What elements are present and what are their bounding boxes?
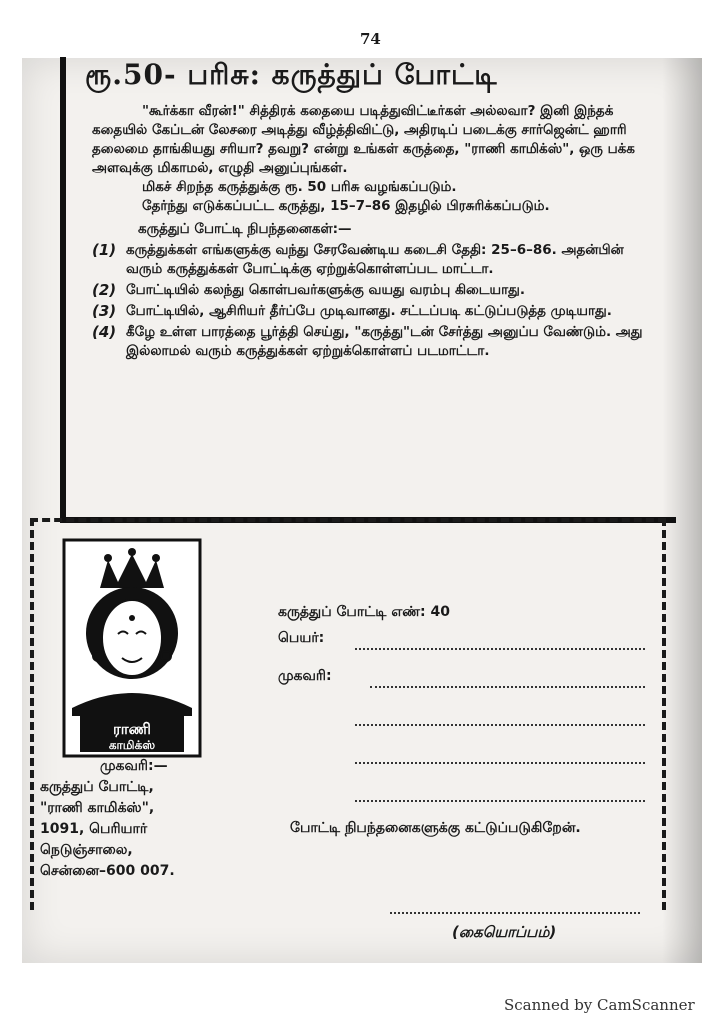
- address-line: சென்னை–600 007.: [40, 863, 175, 879]
- logo-text-rani: ராணி: [113, 720, 151, 738]
- address-line: 1091, பெரியார்: [40, 821, 148, 837]
- rule-item: [92, 241, 662, 279]
- consent-statement: போட்டி நிபந்தனைகளுக்கு கட்டுப்படுகிறேன்.: [290, 820, 581, 836]
- rani-comics-logo: [62, 538, 202, 758]
- address-field-line-2[interactable]: [355, 724, 645, 726]
- rule-text: கீழே உள்ள பாரத்தை பூர்த்தி செய்து, "கருத்து"டன் சேர்த்து அனுப்ப வேண்டும். அது இல்லாமல் வரும் கருத்துக்கள் ஏற்றுக்கொள்ளப் படமாட்டா.: [126, 324, 643, 359]
- signature-label: (கையொப்பம்): [452, 923, 557, 941]
- address-line: நெடுஞ்சாலை,: [40, 842, 133, 858]
- rule-text: கருத்துக்கள் எங்களுக்கு வந்து சேரவேண்டிய கடைசி தேதி: 25–6–86. அதன்பின் வரும் கருத்துக்கள் போட்டிக்கு ஏற்றுக்கொள்ளப்பட மாட்டா.: [126, 242, 624, 277]
- signature-field[interactable]: [390, 912, 640, 914]
- address-title: முகவரி:—: [100, 758, 168, 774]
- rule-number: (1): [92, 241, 117, 259]
- rule-number: (3): [92, 302, 117, 320]
- rule-text: போட்டியில், ஆசிரியர் தீர்ப்பே முடிவானது. சட்டப்படி கட்டுப்படுத்த முடியாது.: [126, 303, 612, 319]
- rule-item: [92, 302, 662, 321]
- mailing-address: [40, 756, 270, 882]
- address-line: "ராணி காமிக்ஸ்",: [40, 800, 155, 816]
- page-number: 74: [360, 30, 381, 48]
- address-field-line-3[interactable]: [355, 762, 645, 764]
- address-field-line-4[interactable]: [355, 800, 645, 802]
- rules-title: கருத்துப் போட்டி நிபந்தனைகள்:—: [138, 221, 352, 237]
- rule-number: (4): [92, 323, 117, 341]
- name-label: பெயர்:: [278, 630, 325, 646]
- address-field-line-1[interactable]: [370, 686, 645, 688]
- contest-description: [92, 102, 662, 361]
- scanner-watermark: Scanned by CamScanner: [504, 996, 695, 1014]
- rule-text: போட்டியில் கலந்து கொள்பவர்களுக்கு வயது வரம்பு கிடையாது.: [126, 282, 525, 298]
- intro-paragraph: "கூர்க்கா வீரன்!" சித்திரக் கதையை படித்துவிட்டீர்கள் அல்லவா? இனி இந்தக் கதையில் கேப்டன் லேசரை அடித்து வீழ்த்திவிட்டு, அதிரடிப் படைக்கு சார்ஜென்ட் ஹாரி தலைமை தாங்கியது சரியா? தவறு? என்று உங்கள் கருத்தை, "ராணி காமிக்ஸ்", ஒரு பக்க அளவுக்கு மிகாமல், எழுதி அனுப்புங்கள்.: [92, 103, 635, 176]
- contest-heading: ரூ.50- பரிசு: கருத்துப் போட்டி: [85, 58, 498, 91]
- rule-item: [92, 323, 662, 361]
- address-line: கருத்துப் போட்டி,: [40, 779, 154, 795]
- prize-paragraph: மிகச் சிறந்த கருத்துக்கு ரூ. 50 பரிசு வழங்கப்படும்.: [142, 179, 457, 195]
- publication-paragraph: தேர்ந்து எடுக்கப்பட்ட கருத்து, 15–7–86 இதழில் பிரசுரிக்கப்படும்.: [142, 198, 550, 214]
- contest-number-label: கருத்துப் போட்டி எண்: 40: [278, 604, 451, 620]
- logo-text-comics: காமிக்ஸ்: [108, 738, 156, 752]
- address-label: முகவரி:: [278, 668, 332, 684]
- name-field[interactable]: [355, 648, 645, 650]
- rule-item: [92, 281, 662, 300]
- rule-number: (2): [92, 281, 117, 299]
